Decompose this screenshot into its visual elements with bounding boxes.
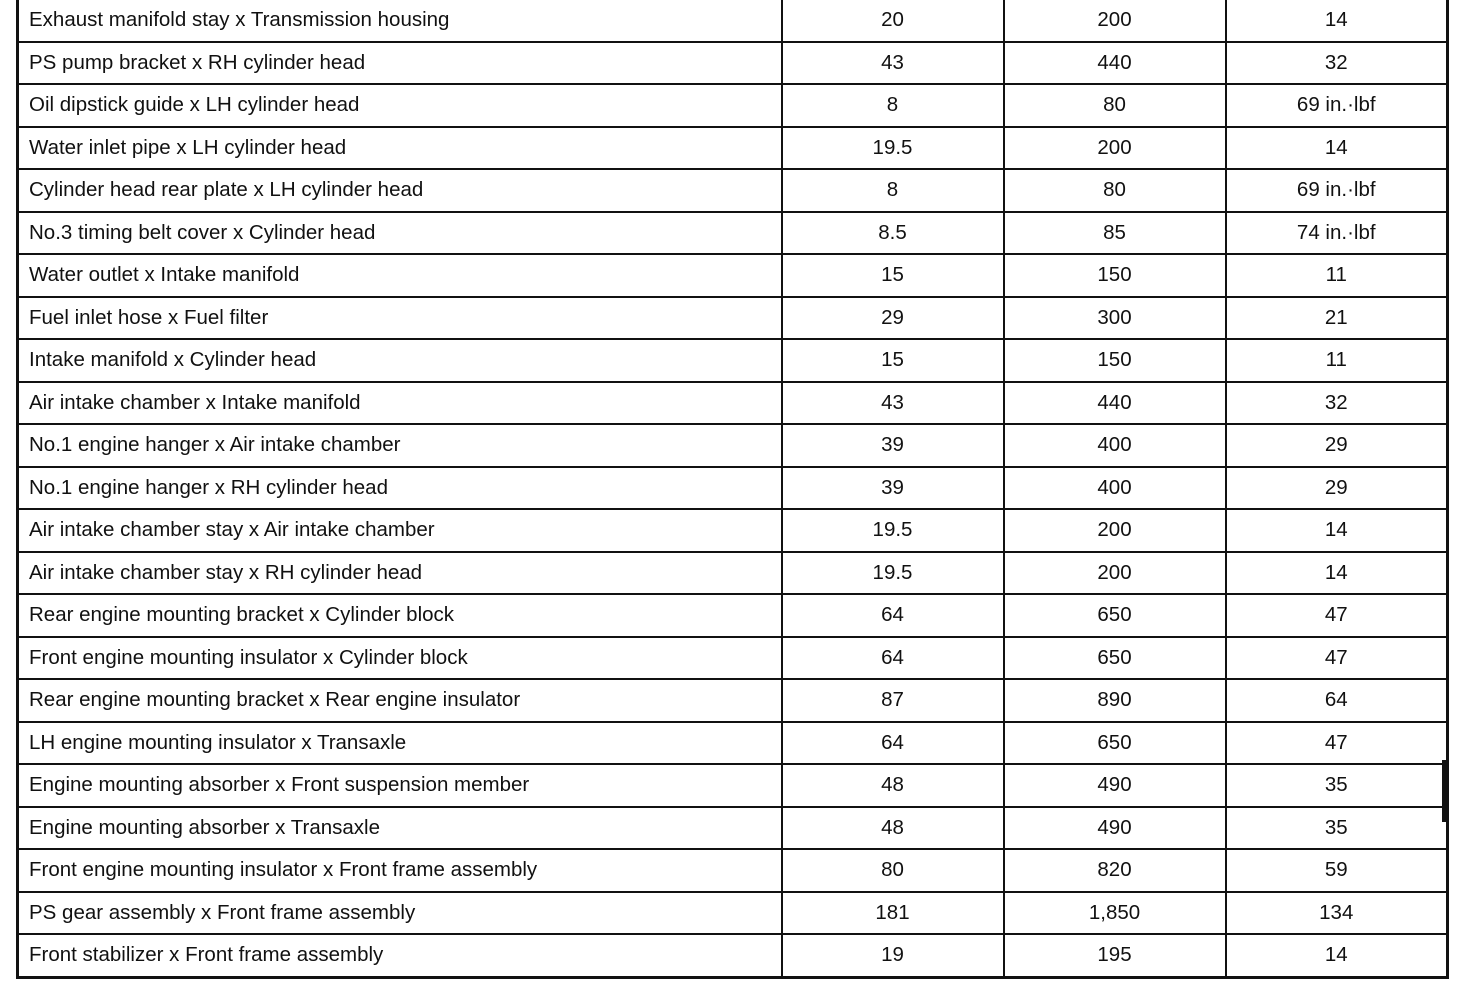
torque-kgfcm-cell: 300	[1004, 297, 1226, 340]
table-row	[18, 934, 1448, 977]
table-row	[18, 594, 1448, 637]
torque-nm-cell: 43	[782, 42, 1004, 85]
torque-kgfcm-cell: 440	[1004, 382, 1226, 425]
torque-ftlbf-cell: 21	[1226, 297, 1448, 340]
torque-nm-cell: 19.5	[782, 552, 1004, 595]
torque-ftlbf-cell: 64	[1226, 679, 1448, 722]
torque-ftlbf-cell: 29	[1226, 424, 1448, 467]
table-row	[18, 169, 1448, 212]
torque-kgfcm-cell: 400	[1004, 424, 1226, 467]
table-row	[18, 552, 1448, 595]
torque-nm-cell: 19.5	[782, 509, 1004, 552]
torque-ftlbf-cell: 14	[1226, 552, 1448, 595]
torque-ftlbf-cell: 32	[1226, 382, 1448, 425]
torque-table-body	[18, 0, 1448, 977]
part-name-cell: Front engine mounting insulator x Front frame assembly	[18, 849, 782, 892]
torque-nm-cell: 48	[782, 807, 1004, 850]
part-name-cell: PS pump bracket x RH cylinder head	[18, 42, 782, 85]
table-row	[18, 764, 1448, 807]
table-row	[18, 297, 1448, 340]
part-name-cell: Front stabilizer x Front frame assembly	[18, 934, 782, 977]
torque-ftlbf-cell: 14	[1226, 127, 1448, 170]
part-name-cell: Cylinder head rear plate x LH cylinder head	[18, 169, 782, 212]
torque-ftlbf-cell: 32	[1226, 42, 1448, 85]
torque-kgfcm-cell: 400	[1004, 467, 1226, 510]
torque-kgfcm-cell: 150	[1004, 254, 1226, 297]
torque-nm-cell: 19.5	[782, 127, 1004, 170]
table-row	[18, 127, 1448, 170]
torque-ftlbf-cell: 47	[1226, 722, 1448, 765]
torque-kgfcm-cell: 200	[1004, 509, 1226, 552]
torque-kgfcm-cell: 80	[1004, 84, 1226, 127]
part-name-cell: Air intake chamber stay x RH cylinder head	[18, 552, 782, 595]
torque-kgfcm-cell: 200	[1004, 552, 1226, 595]
torque-nm-cell: 39	[782, 467, 1004, 510]
table-row	[18, 509, 1448, 552]
part-name-cell: PS gear assembly x Front frame assembly	[18, 892, 782, 935]
part-name-cell: Rear engine mounting bracket x Cylinder block	[18, 594, 782, 637]
table-row	[18, 254, 1448, 297]
table-row	[18, 892, 1448, 935]
part-name-cell: Engine mounting absorber x Front suspension member	[18, 764, 782, 807]
torque-kgfcm-cell: 440	[1004, 42, 1226, 85]
torque-ftlbf-cell: 69 in.·lbf	[1226, 84, 1448, 127]
torque-ftlbf-cell: 29	[1226, 467, 1448, 510]
torque-kgfcm-cell: 200	[1004, 127, 1226, 170]
torque-nm-cell: 39	[782, 424, 1004, 467]
table-row	[18, 467, 1448, 510]
part-name-cell: LH engine mounting insulator x Transaxle	[18, 722, 782, 765]
part-name-cell: Rear engine mounting bracket x Rear engine insulator	[18, 679, 782, 722]
part-name-cell: No.1 engine hanger x Air intake chamber	[18, 424, 782, 467]
part-name-cell: Oil dipstick guide x LH cylinder head	[18, 84, 782, 127]
torque-nm-cell: 15	[782, 254, 1004, 297]
torque-kgfcm-cell: 1,850	[1004, 892, 1226, 935]
torque-nm-cell: 64	[782, 722, 1004, 765]
torque-kgfcm-cell: 650	[1004, 637, 1226, 680]
table-row	[18, 212, 1448, 255]
part-name-cell: Water outlet x Intake manifold	[18, 254, 782, 297]
torque-ftlbf-cell: 59	[1226, 849, 1448, 892]
torque-nm-cell: 64	[782, 594, 1004, 637]
torque-nm-cell: 19	[782, 934, 1004, 977]
part-name-cell: No.1 engine hanger x RH cylinder head	[18, 467, 782, 510]
torque-nm-cell: 15	[782, 339, 1004, 382]
torque-kgfcm-cell: 80	[1004, 169, 1226, 212]
torque-kgfcm-cell: 820	[1004, 849, 1226, 892]
table-row	[18, 84, 1448, 127]
torque-ftlbf-cell: 47	[1226, 637, 1448, 680]
table-row	[18, 382, 1448, 425]
torque-ftlbf-cell: 11	[1226, 254, 1448, 297]
margin-change-bar	[1442, 760, 1448, 822]
part-name-cell: Air intake chamber x Intake manifold	[18, 382, 782, 425]
torque-nm-cell: 64	[782, 637, 1004, 680]
torque-nm-cell: 87	[782, 679, 1004, 722]
torque-kgfcm-cell: 490	[1004, 807, 1226, 850]
torque-nm-cell: 8.5	[782, 212, 1004, 255]
torque-ftlbf-cell: 69 in.·lbf	[1226, 169, 1448, 212]
part-name-cell: Exhaust manifold stay x Transmission housing	[18, 0, 782, 42]
torque-kgfcm-cell: 195	[1004, 934, 1226, 977]
torque-ftlbf-cell: 35	[1226, 764, 1448, 807]
table-row	[18, 42, 1448, 85]
part-name-cell: Fuel inlet hose x Fuel filter	[18, 297, 782, 340]
torque-ftlbf-cell: 14	[1226, 0, 1448, 42]
part-name-cell: Air intake chamber stay x Air intake chamber	[18, 509, 782, 552]
torque-kgfcm-cell: 200	[1004, 0, 1226, 42]
torque-spec-table	[16, 0, 1449, 979]
torque-kgfcm-cell: 150	[1004, 339, 1226, 382]
torque-ftlbf-cell: 14	[1226, 509, 1448, 552]
torque-ftlbf-cell: 47	[1226, 594, 1448, 637]
torque-kgfcm-cell: 890	[1004, 679, 1226, 722]
table-row	[18, 849, 1448, 892]
torque-ftlbf-cell: 11	[1226, 339, 1448, 382]
torque-ftlbf-cell: 134	[1226, 892, 1448, 935]
torque-kgfcm-cell: 490	[1004, 764, 1226, 807]
table-row	[18, 0, 1448, 42]
table-row	[18, 722, 1448, 765]
part-name-cell: Front engine mounting insulator x Cylinder block	[18, 637, 782, 680]
torque-nm-cell: 29	[782, 297, 1004, 340]
torque-ftlbf-cell: 74 in.·lbf	[1226, 212, 1448, 255]
part-name-cell: No.3 timing belt cover x Cylinder head	[18, 212, 782, 255]
torque-nm-cell: 43	[782, 382, 1004, 425]
torque-nm-cell: 181	[782, 892, 1004, 935]
torque-kgfcm-cell: 85	[1004, 212, 1226, 255]
table-row	[18, 679, 1448, 722]
torque-nm-cell: 8	[782, 84, 1004, 127]
part-name-cell: Intake manifold x Cylinder head	[18, 339, 782, 382]
table-row	[18, 637, 1448, 680]
torque-ftlbf-cell: 14	[1226, 934, 1448, 977]
torque-ftlbf-cell: 35	[1226, 807, 1448, 850]
table-row	[18, 424, 1448, 467]
torque-kgfcm-cell: 650	[1004, 722, 1226, 765]
torque-nm-cell: 80	[782, 849, 1004, 892]
torque-kgfcm-cell: 650	[1004, 594, 1226, 637]
torque-nm-cell: 20	[782, 0, 1004, 42]
table-row	[18, 807, 1448, 850]
part-name-cell: Water inlet pipe x LH cylinder head	[18, 127, 782, 170]
table-row	[18, 339, 1448, 382]
part-name-cell: Engine mounting absorber x Transaxle	[18, 807, 782, 850]
torque-nm-cell: 48	[782, 764, 1004, 807]
torque-nm-cell: 8	[782, 169, 1004, 212]
